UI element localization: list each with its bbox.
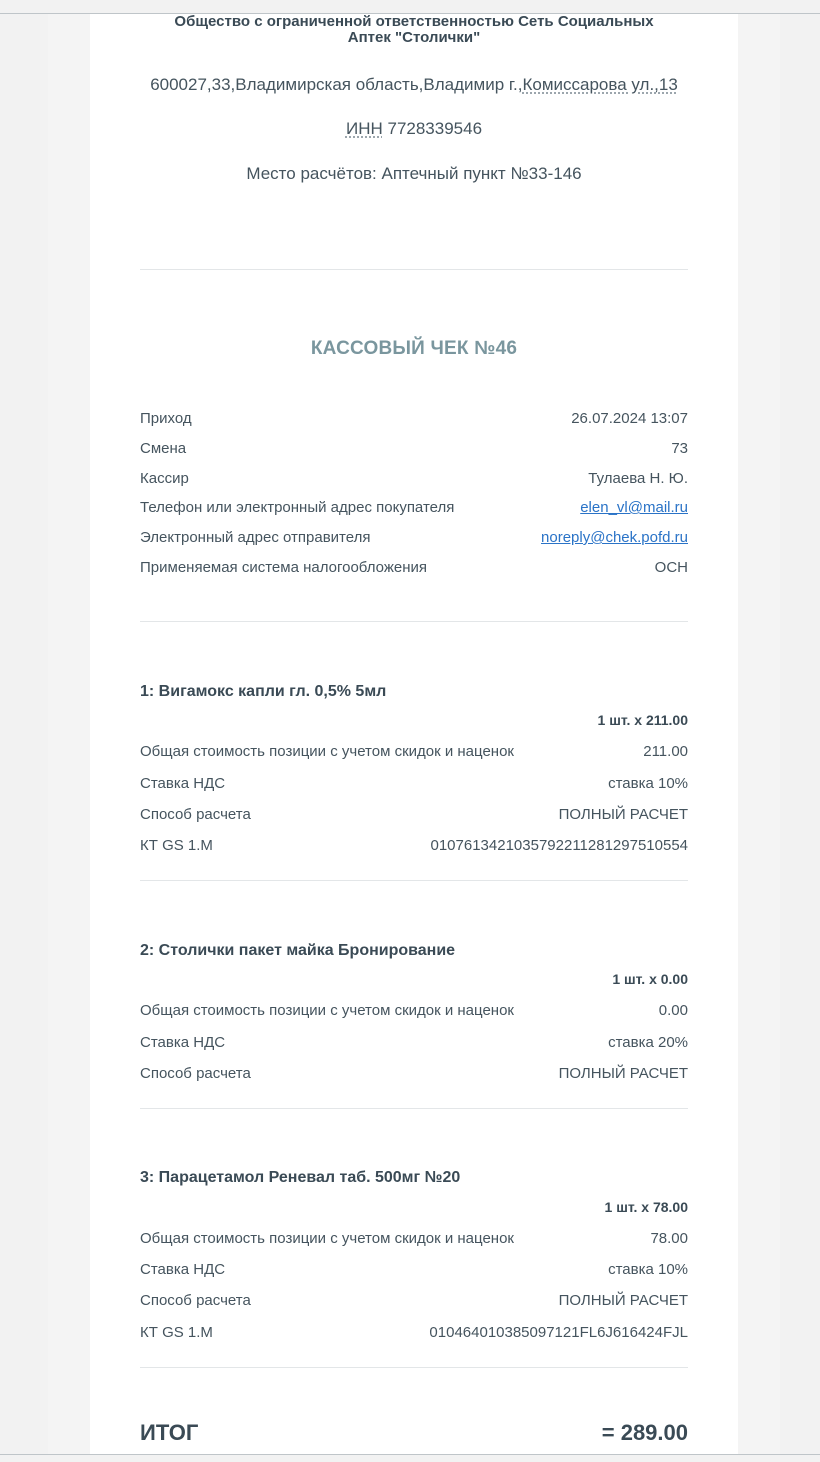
organization-name <box>140 14 688 46</box>
item-title: 1: Вигамокс капли гл. 0,5% 5мл <box>140 683 387 700</box>
info-label: Смена <box>140 440 187 457</box>
inn-value: 7728339546 <box>387 119 483 138</box>
item-row <box>140 743 688 761</box>
item-row-value: ПОЛНЫЙ РАСЧЕТ <box>558 1292 688 1309</box>
settlement-place: Место расчётов: Аптечный пункт №33-146 <box>246 164 582 183</box>
item-title: 2: Столички пакет майка Бронирование <box>140 942 456 959</box>
receipt-card <box>90 14 738 1454</box>
info-value: 26.07.2024 13:07 <box>571 410 688 427</box>
info-label: Кассир <box>140 470 189 487</box>
item-row <box>140 1292 688 1310</box>
divider <box>140 269 688 270</box>
item-row <box>140 1324 688 1342</box>
item-row <box>140 1261 688 1279</box>
address-prefix: 600027,33,Владимирская область,Владимир г., <box>150 75 523 94</box>
item-row-value: 010464010385097121FL6J616424FJL <box>429 1324 688 1341</box>
item-row-value: ПОЛНЫЙ РАСЧЕТ <box>558 1065 688 1082</box>
item-row-label: Ставка НДС <box>140 1034 226 1051</box>
item-row-label: КТ GS 1.M <box>140 1324 213 1341</box>
total-row <box>140 1420 688 1446</box>
sender-email-link[interactable]: noreply@chek.pofd.ru <box>541 529 688 546</box>
info-value: ОСН <box>654 559 688 576</box>
receipt-title: КАССОВЫЙ ЧЕК №46 <box>310 338 518 359</box>
inn-label: ИНН <box>345 119 383 138</box>
info-row <box>140 499 688 517</box>
item-row-label: КТ GS 1.M <box>140 837 213 854</box>
item-row <box>140 806 688 824</box>
item-row-label: Общая стоимость позиции с учетом скидок и наценок <box>140 1002 514 1019</box>
item-row <box>140 775 688 793</box>
total-label: ИТОГ <box>140 1420 199 1445</box>
item-title: 3: Парацетамол Реневал таб. 500мг №20 <box>140 1169 461 1186</box>
info-value: Тулаева Н. Ю. <box>588 470 688 487</box>
item-quantity: 1 шт. x 78.00 <box>604 1199 688 1215</box>
bottom-divider <box>0 1454 820 1455</box>
item-row-value: ПОЛНЫЙ РАСЧЕТ <box>558 806 688 823</box>
divider <box>140 880 688 881</box>
item-quantity: 1 шт. x 211.00 <box>597 712 688 728</box>
item-row <box>140 1034 688 1052</box>
info-label: Применяемая система налогообложения <box>140 559 427 576</box>
item-row-label: Ставка НДС <box>140 775 226 792</box>
item-row-label: Ставка НДС <box>140 1261 226 1278</box>
item-row-label: Способ расчета <box>140 806 251 823</box>
info-row <box>140 410 688 428</box>
item-row-label: Общая стоимость позиции с учетом скидок и наценок <box>140 1230 514 1247</box>
info-row <box>140 559 688 577</box>
organization-name-line1: Общество с ограниченной ответственностью Сеть Социальных <box>174 13 654 30</box>
item-row-value: ставка 10% <box>608 1261 688 1278</box>
item-row-label: Общая стоимость позиции с учетом скидок и наценок <box>140 743 514 760</box>
info-label: Телефон или электронный адрес покупателя <box>140 499 455 516</box>
divider <box>140 1367 688 1368</box>
item-row-value: 0.00 <box>658 1002 688 1019</box>
item-row-value: 78.00 <box>650 1230 688 1247</box>
item-row <box>140 1002 688 1020</box>
address <box>140 75 688 95</box>
info-row <box>140 470 688 488</box>
info-label: Электронный адрес отправителя <box>140 529 371 546</box>
total-value: = 289.00 <box>601 1420 688 1445</box>
item-row-label: Способ расчета <box>140 1292 251 1309</box>
item-row-value: ставка 20% <box>608 1034 688 1051</box>
divider <box>140 621 688 622</box>
item-row-label: Способ расчета <box>140 1065 251 1082</box>
inn <box>140 119 688 139</box>
info-value: 73 <box>671 440 688 457</box>
address-street: Комиссарова ул.,13 <box>522 75 678 94</box>
item-quantity: 1 шт. x 0.00 <box>612 971 688 987</box>
item-row-value: ставка 10% <box>608 775 688 792</box>
info-row <box>140 440 688 458</box>
info-row <box>140 529 688 547</box>
item-row <box>140 1230 688 1248</box>
item-row-value: 0107613421035792211281297510554 <box>430 837 688 854</box>
divider <box>140 1108 688 1109</box>
organization-name-line2: Аптек "Столички" <box>347 29 481 46</box>
item-row <box>140 1065 688 1083</box>
info-label: Приход <box>140 410 192 427</box>
item-row <box>140 837 688 855</box>
buyer-email-link[interactable]: elen_vl@mail.ru <box>580 499 688 516</box>
item-row-value: 211.00 <box>643 743 688 760</box>
